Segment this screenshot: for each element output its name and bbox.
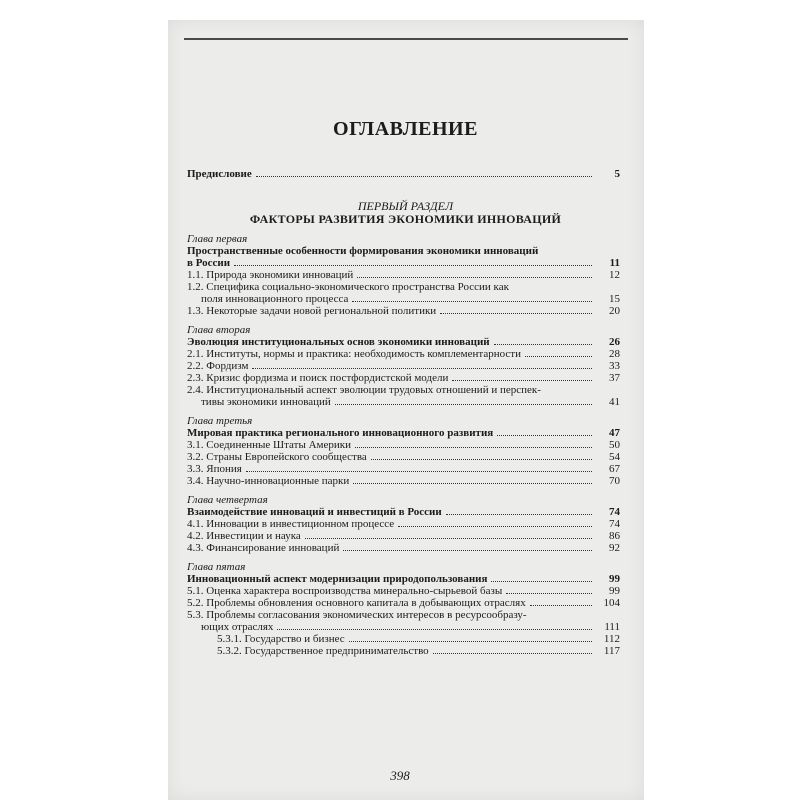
toc-entry: 1.2. Специфика социально-экономического пространства России как поля инновационного процесса 15	[187, 281, 620, 305]
chapter-title: Инновационный аспект модернизации природопользования 99	[187, 573, 620, 585]
toc-entry: 2.1. Институты, нормы и практика: необходимость комплементарности 28	[187, 348, 620, 360]
section-label: ПЕРВЫЙ РАЗДЕЛ	[357, 199, 454, 213]
toc-entry: 5.1. Оценка характера воспроизводства минерально-сырьевой базы 99	[187, 585, 620, 597]
toc-entry: 5.2. Проблемы обновления основного капитала в добывающих отраслях 104	[187, 597, 620, 609]
chapter-title: Пространственные особенности формирования экономики инноваций	[187, 245, 539, 257]
section-title: ФАКТОРЫ РАЗВИТИЯ ЭКОНОМИКИ ИННОВАЦИЙ	[249, 212, 562, 226]
chapter-label: Глава пятая	[187, 561, 246, 573]
toc-subentry: 5.3.2. Государственное предпринимательство 117	[217, 645, 620, 657]
page-number: 398	[390, 768, 410, 783]
chapter-title: Взаимодействие инноваций и инвестиций в России 74	[187, 506, 620, 518]
toc-entry: 4.3. Финансирование инноваций 92	[187, 542, 620, 554]
toc-subentry: 5.3.1. Государство и бизнес 112	[217, 633, 620, 645]
chapter-label: Глава четвертая	[187, 494, 268, 506]
toc-entry: 5.3. Проблемы согласования экономических интересов в ресурсообразу- ющих отраслях 111	[187, 609, 620, 633]
chapter-title: Мировая практика регионального инновационного развития 47	[187, 427, 620, 439]
toc-entry: 4.2. Инвестиции и наука 86	[187, 530, 620, 542]
toc-entry: 3.1. Соединенные Штаты Америки 50	[187, 439, 620, 451]
leader-dots	[256, 175, 592, 177]
top-rule	[184, 38, 628, 40]
toc-entry: 1.1. Природа экономики инноваций 12	[187, 269, 620, 281]
chapter-label: Глава третья	[187, 415, 253, 427]
page-title: ОГЛАВЛЕНИЕ	[333, 118, 478, 140]
chapter-label: Глава первая	[187, 233, 248, 245]
chapter-title-cont: в России 11	[187, 257, 620, 269]
toc-entry: 3.4. Научно-инновационные парки 70	[187, 475, 620, 487]
chapter-label: Глава вторая	[187, 324, 251, 336]
toc-entry: 2.2. Фордизм 33	[187, 360, 620, 372]
toc-entry-preface: Предисловие 5	[187, 168, 620, 180]
chapter-title: Эволюция институциональных основ экономики инноваций 26	[187, 336, 620, 348]
toc-entry: 1.3. Некоторые задачи новой региональной политики 20	[187, 305, 620, 317]
toc-entry: 2.3. Кризис фордизма и поиск постфордистской модели 37	[187, 372, 620, 384]
toc-entry: 2.4. Институциональный аспект эволюции трудовых отношений и перспек- тивы экономики инноваций 41	[187, 384, 620, 408]
toc-entry: 3.3. Япония 67	[187, 463, 620, 475]
table-of-contents	[187, 118, 624, 657]
toc-entry: 4.1. Инновации в инвестиционном процессе 74	[187, 518, 620, 530]
toc-entry: 3.2. Страны Европейского сообщества 54	[187, 451, 620, 463]
